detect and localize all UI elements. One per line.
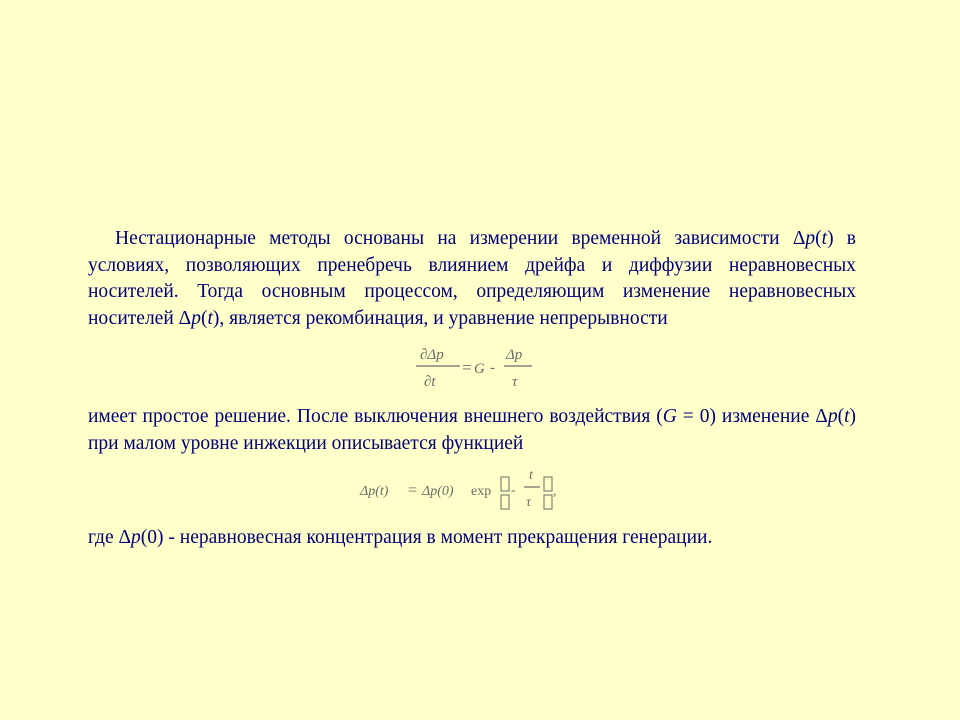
text-segment: (0) - неравновесная концентрация в момент прекращения генерации. (140, 527, 713, 548)
formula2-rhs-prefix: Δp(0) (422, 484, 454, 499)
formula2-lhs: Δp(t) (360, 484, 389, 499)
text-segment: = 0) изменение Δ (676, 406, 828, 427)
formula2-equals: = (408, 482, 418, 499)
text-segment: ) в условиях, позволяющих пренебречь влиянием дрейфа и диффузии неравновесных носителей. Тогда основным процессом, определяющим изменение неравновесных носителей Δ (88, 228, 857, 329)
formula2-num: t (529, 468, 533, 483)
paragraph-solution (88, 404, 856, 457)
formula1-equals: = (462, 358, 472, 377)
decay-equation (358, 463, 578, 523)
formula1-num-right: Δp (506, 347, 523, 363)
formula2-comma: , (553, 484, 557, 499)
var-p: p (131, 527, 141, 548)
paragraph-intro (88, 226, 856, 332)
bracket-box (501, 477, 509, 491)
text-segment: где Δ (88, 527, 132, 548)
text-segment: имеет простое решение. После выключения внешнего воздействия ( (88, 406, 663, 427)
formula2-minus: - (511, 483, 516, 498)
paragraph-definition (88, 525, 856, 552)
paren: ( (200, 307, 208, 329)
var-G: G (662, 406, 677, 427)
formula2-den: τ (526, 495, 532, 510)
text-segment: Нестационарные методы основаны на измерении временной зависимости Δ (115, 228, 806, 249)
formula2-exp: exp (471, 484, 492, 499)
bracket-box (501, 495, 509, 509)
var-p: p (827, 406, 838, 427)
formula1-den-left: ∂t (424, 374, 436, 390)
formula1-G: G (474, 361, 485, 377)
continuity-equation (402, 340, 542, 398)
var-t: t (207, 307, 213, 329)
formula1-num-left: ∂Δp (420, 347, 444, 363)
formula1-den-right: τ (512, 374, 518, 390)
var-t: t (821, 228, 828, 249)
paren: ( (837, 406, 845, 427)
text-segment: ), является рекомбинация, и уравнение непрерывности (212, 307, 668, 329)
text-segment: ) при малом уровне инжекции описывается функцией (88, 406, 857, 454)
paren: ( (815, 228, 822, 249)
var-p: p (805, 228, 816, 249)
var-p: p (191, 307, 201, 329)
bracket-box (544, 495, 552, 509)
var-t: t (844, 406, 850, 427)
bracket-box (544, 477, 552, 491)
formula1-minus: - (490, 360, 495, 376)
slide-content (88, 226, 856, 552)
